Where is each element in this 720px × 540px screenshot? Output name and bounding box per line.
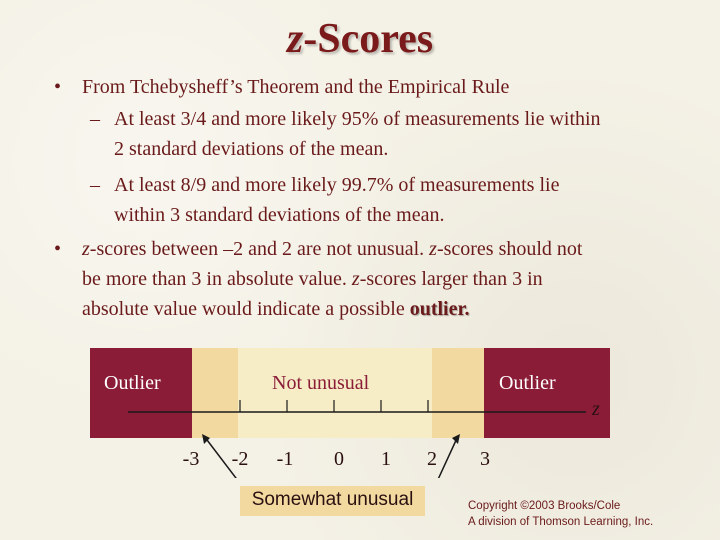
outlier-label-right: Outlier (499, 372, 556, 394)
text-run: absolute value would indicate a possible (82, 298, 410, 320)
page-title (0, 18, 720, 60)
copyright-notice (468, 498, 653, 530)
tick-label: 0 (334, 448, 344, 470)
sub-bullet-2-line-1: At least 8/9 and more likely 99.7% of measurements lie (114, 174, 560, 196)
text-run: -scores larger than 3 in (359, 268, 543, 290)
tick-label: 1 (381, 448, 391, 470)
text-run: -scores between –2 and 2 are not unusual. (89, 238, 430, 260)
bullet-2-line-3 (82, 294, 470, 324)
text-run: -scores should not (436, 238, 583, 260)
not-unusual-label: Not unusual (272, 372, 370, 394)
tick-label: -2 (231, 448, 249, 470)
sub-bullet-2-line-2: within 3 standard deviations of the mean. (114, 204, 445, 226)
title-rest: -Scores (303, 16, 434, 62)
copyright-line-2: A division of Thomson Learning, Inc. (468, 516, 654, 528)
copyright-line-1: Copyright ©2003 Brooks/Cole (468, 500, 621, 512)
tick-label: 2 (427, 448, 437, 470)
tick-label: -3 (182, 448, 200, 470)
sub-bullet-1-line-1: At least 3/4 and more likely 95% of measurements lie within (114, 108, 601, 130)
outlier-emphasis: outlier. (409, 298, 470, 320)
title-z: z (286, 16, 304, 62)
bullet-1: From Tchebysheff’s Theorem and the Empirical Rule (82, 76, 510, 98)
z-italic: z (82, 238, 90, 260)
outlier-label-left: Outlier (104, 372, 161, 394)
tick-label: -1 (276, 448, 294, 470)
sub-bullet-dash-2: – (90, 174, 100, 196)
bullet-2-line-2 (82, 264, 543, 294)
pointer-arrowhead-right (452, 434, 460, 444)
bullet-dot-1: • (54, 76, 62, 98)
axis-variable-label: z (592, 398, 600, 420)
z-italic: z (351, 268, 360, 290)
z-italic: z (429, 238, 437, 260)
text-run: be more than 3 in absolute value. (82, 268, 352, 290)
somewhat-unusual-label: Somewhat unusual (240, 486, 425, 516)
tick-label: 3 (480, 448, 490, 470)
bullet-dot-2: • (54, 238, 62, 260)
sub-bullet-1-line-2: 2 standard deviations of the mean. (114, 138, 389, 160)
bullet-2-line-1 (82, 234, 582, 264)
sub-bullet-dash-1: – (90, 108, 100, 130)
